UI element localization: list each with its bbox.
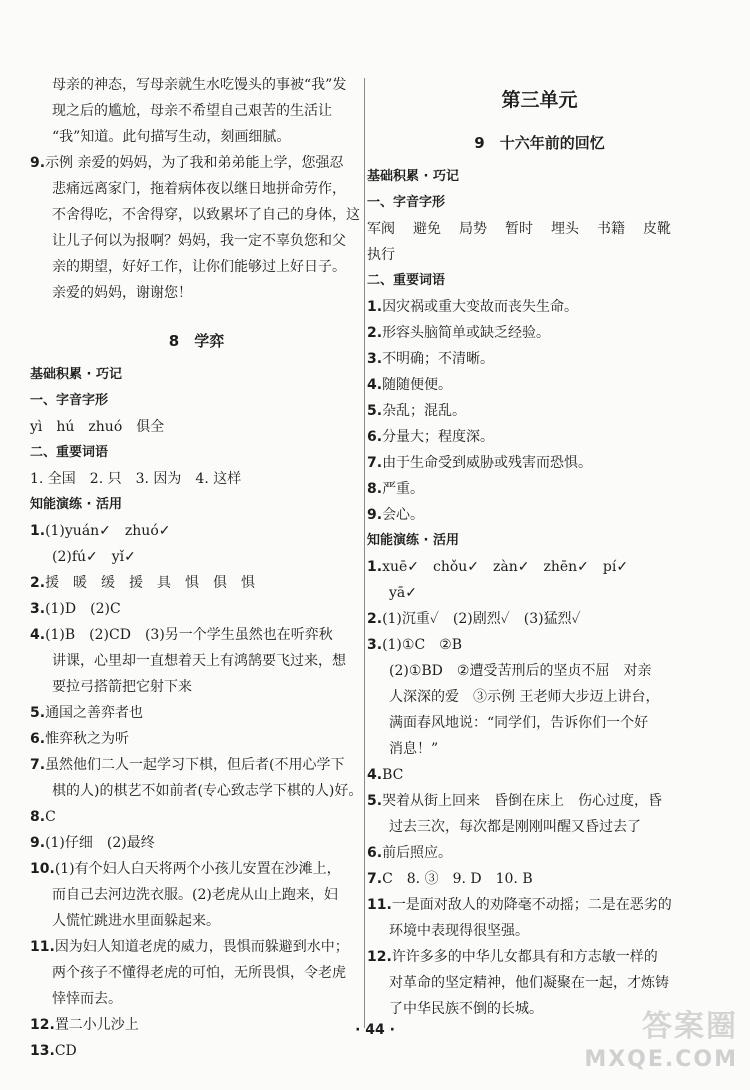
item-number: 2. [367, 611, 383, 627]
answer-item [367, 502, 712, 528]
lesson-title: 8 学弈 [168, 332, 225, 350]
answer-item [367, 606, 712, 632]
item-number: 5. [30, 705, 46, 721]
item-text: (1)沉重✓ (2)剧烈✓ (3)猛烈✓ [382, 611, 581, 627]
word-list [367, 216, 712, 242]
answer-line: yì hú zhuó 俱全 [30, 419, 165, 435]
word-list [367, 242, 712, 268]
answer-item [367, 450, 712, 476]
item-number: 3. [367, 351, 383, 367]
item-text: 讲课，心里却一直想着天上有鸿鹄要飞过来，想 [52, 653, 346, 669]
item-text: C 8. ③ 9. D 10. B [382, 871, 533, 887]
item-text: 不明确；不清晰。 [382, 351, 495, 367]
answer-item [30, 570, 363, 596]
item-text: 援 暖 缓 援 具 惧 俱 惧 [45, 575, 256, 591]
item-number: 4. [367, 377, 383, 393]
item-number: 2. [367, 325, 383, 341]
answer-item [367, 944, 712, 970]
word: 书籍 [597, 221, 625, 237]
item-text: 置二小儿沙上 [54, 1017, 139, 1033]
item-number: 12. [30, 1017, 55, 1033]
answer-item [30, 622, 363, 648]
subsection-heading: 二、重要词语 [367, 273, 446, 288]
carry-line: “我”知道。此句描写生动，刻画细腻。 [52, 129, 291, 145]
item-number: 4. [30, 627, 46, 643]
item-number: 7. [30, 757, 46, 773]
item-text: 环境中表现得很坚强。 [389, 923, 529, 939]
answer-item [30, 726, 363, 752]
item-text: 过去三次，每次都是刚刚叫醒又昏过去了 [389, 819, 641, 835]
item-text: 惟弈秋之为听 [45, 731, 130, 747]
answer-item [367, 320, 712, 346]
word: 军阀 [367, 221, 395, 237]
item-text: 通国之善弈者也 [45, 705, 144, 721]
item-number: 4. [367, 767, 383, 783]
answer-line: 1. 全国 2. 只 3. 因为 4. 这样 [30, 471, 242, 487]
answer-item [367, 476, 712, 502]
item-text: CD [54, 1043, 77, 1059]
item-number: 5. [367, 793, 383, 809]
watermark-logo [568, 1008, 738, 1080]
answer-item [367, 424, 712, 450]
watermark-text: 答案圈 [642, 1009, 738, 1044]
answer-item [30, 830, 363, 856]
answer-item [30, 934, 363, 960]
item-text: 杂乱；混乱。 [382, 403, 467, 419]
item-text: 满面春风地说：“同学们，告诉你们一个好 [389, 715, 649, 731]
item-text: (1)有个妇人白天将两个小孩儿安置在沙滩上， [54, 861, 341, 877]
answer-item [367, 294, 712, 320]
item-text: 因为妇人知道老虎的威力，畏惧而躲避到水中； [54, 939, 349, 955]
item-text: (2)①BD ②遭受苦刑后的坚贞不屈 对亲 [389, 663, 652, 679]
item-text: 因灾祸或重大变故而丧失生命。 [382, 299, 579, 315]
item-text: 分量大；程度深。 [382, 429, 495, 445]
word: 皮靴 [643, 221, 671, 237]
item-number: 10. [30, 861, 55, 877]
item-number: 12. [367, 949, 392, 965]
answer-item [30, 856, 363, 882]
item-text: 许许多多的中华儿女都具有和方志敏一样的 [391, 949, 658, 965]
section-heading: 基础积累 · 巧记 [30, 367, 122, 382]
item-number: 2. [30, 575, 46, 591]
unit-title: 第三单元 [501, 89, 578, 111]
answer-item [367, 892, 712, 918]
item-text: 亲爱的妈妈，谢谢您！ [52, 285, 192, 301]
item-text: 让儿子何以为报啊？妈妈，我一定不辜负您和父 [52, 233, 346, 249]
item-number: 6. [30, 731, 46, 747]
item-text: 两个孩子不懂得老虎的可怕，无所畏惧，令老虎 [52, 965, 346, 981]
item-text: 对革命的坚定精神，他们凝聚在一起，才炼铸 [389, 975, 669, 991]
subsection-heading: 一、字音字形 [367, 195, 446, 210]
answer-item [367, 398, 712, 424]
item-text: yā✓ [389, 585, 417, 601]
item-text: 亲的期望，好好工作，让你们能够过上好日子。 [52, 259, 346, 275]
item-number: 11. [30, 939, 55, 955]
item-number: 6. [367, 845, 383, 861]
answer-item [367, 788, 712, 814]
item-text: 不舍得吃，不舍得穿，以致累坏了自己的身体，这 [52, 207, 360, 223]
item-number: 3. [30, 601, 46, 617]
item-text: (2)fú✓ yǐ✓ [52, 549, 136, 565]
item-text: 哭着从街上回来 昏倒在床上 伤心过度，昏 [382, 793, 663, 809]
item-text: 了中华民族不倒的长城。 [389, 1001, 543, 1017]
subsection-heading: 二、重要词语 [30, 445, 109, 460]
answer-item [367, 554, 712, 580]
item-number: 1. [367, 299, 383, 315]
carry-line: 母亲的神态，写母亲就生水吃馒头的事被“我”发 [52, 77, 347, 93]
item-text: (1)D (2)C [45, 601, 121, 617]
item-number: 5. [367, 403, 383, 419]
item-number: 9. [367, 507, 383, 523]
word: 暂时 [505, 221, 533, 237]
column-divider [364, 78, 365, 1028]
item-number: 1. [367, 559, 383, 575]
item-text: 前后照应。 [382, 845, 453, 861]
item-text: BC [382, 767, 404, 783]
item-text: (1)①C ②B [382, 637, 462, 653]
page-number: · 44 · [355, 1022, 395, 1038]
item-number: 3. [367, 637, 383, 653]
section-heading: 知能演练 · 活用 [30, 497, 122, 512]
item-number: 8. [30, 809, 46, 825]
answer-item [367, 346, 712, 372]
answer-item [30, 752, 363, 778]
item-number: 9. [30, 835, 46, 851]
word: 执行 [367, 247, 395, 263]
item-text: 会心。 [382, 507, 425, 523]
section-heading: 知能演练 · 活用 [367, 533, 459, 548]
answer-item [30, 1038, 363, 1064]
item-text: (1)B (2)CD (3)另一个学生虽然也在听弈秋 [45, 627, 333, 643]
item-text: 棋的人)的棋艺不如前者(专心致志学下棋的人)好。 [52, 783, 363, 799]
item-number: 1. [30, 523, 46, 539]
item-number: 8. [367, 481, 383, 497]
item-text: 一是面对敌人的劝降毫不动摇；二是在恶劣的 [391, 897, 672, 913]
answer-item [30, 804, 363, 830]
item-text: (1)yuán✓ zhuó✓ [45, 523, 171, 539]
section-heading: 基础积累 · 巧记 [367, 169, 459, 184]
item-text: C [45, 809, 56, 825]
item-number: 11. [367, 897, 392, 913]
answer-item [30, 700, 363, 726]
item-text: 由于生命受到威胁或残害而恐惧。 [382, 455, 593, 471]
lesson-title: 9 十六年前的回忆 [474, 134, 605, 152]
answer-item [30, 596, 363, 622]
watermark-url: MXQE.COM [584, 1047, 738, 1072]
answer-item [367, 866, 712, 892]
item-text: 消息！” [389, 741, 439, 757]
item-text: 悻悻而去。 [52, 991, 122, 1007]
answer-item [367, 762, 712, 788]
item-text: 而自己去河边洗衣服。(2)老虎从山上跑来，妇 [52, 887, 338, 903]
item-text: 人深深的爱 ③示例 王老师大步迈上讲台， [389, 689, 660, 705]
item-number: 9. [30, 155, 46, 171]
item-text: 严重。 [382, 481, 425, 497]
item-number: 7. [367, 455, 383, 471]
item-number: 7. [367, 871, 383, 887]
word: 避免 [413, 221, 441, 237]
word: 埋头 [551, 221, 579, 237]
item-text: 虽然他们二人一起学习下棋，但后者(不用心学下 [45, 757, 345, 773]
item-number: 6. [367, 429, 383, 445]
answer-item [30, 518, 363, 544]
item-text: 悲痛远离家门，拖着病体夜以继日地拼命劳作， [52, 181, 346, 197]
subsection-heading: 一、字音字形 [30, 393, 109, 408]
carry-line: 现之后的尴尬，母亲不希望自己艰苦的生活让 [52, 103, 332, 119]
answer-item [367, 372, 712, 398]
item-text: 随随便便。 [382, 377, 453, 393]
item-text: 形容头脑简单或缺乏经验。 [382, 325, 551, 341]
item-text: (1)仔细 (2)最终 [45, 835, 155, 851]
answer-item [367, 840, 712, 866]
item-text: 人慌忙跳进水里面躲起来。 [52, 913, 220, 929]
left-column [30, 72, 363, 1064]
item-text: 示例 亲爱的妈妈，为了我和弟弟能上学，您强忍 [45, 155, 344, 171]
right-column [367, 72, 712, 1022]
answer-item [30, 150, 363, 176]
answer-item [367, 632, 712, 658]
word: 局势 [459, 221, 487, 237]
item-text: 要拉弓搭箭把它射下来 [52, 679, 192, 695]
item-text: xuē✓ chǒu✓ zàn✓ zhēn✓ pí✓ [382, 559, 629, 575]
item-number: 13. [30, 1043, 55, 1059]
